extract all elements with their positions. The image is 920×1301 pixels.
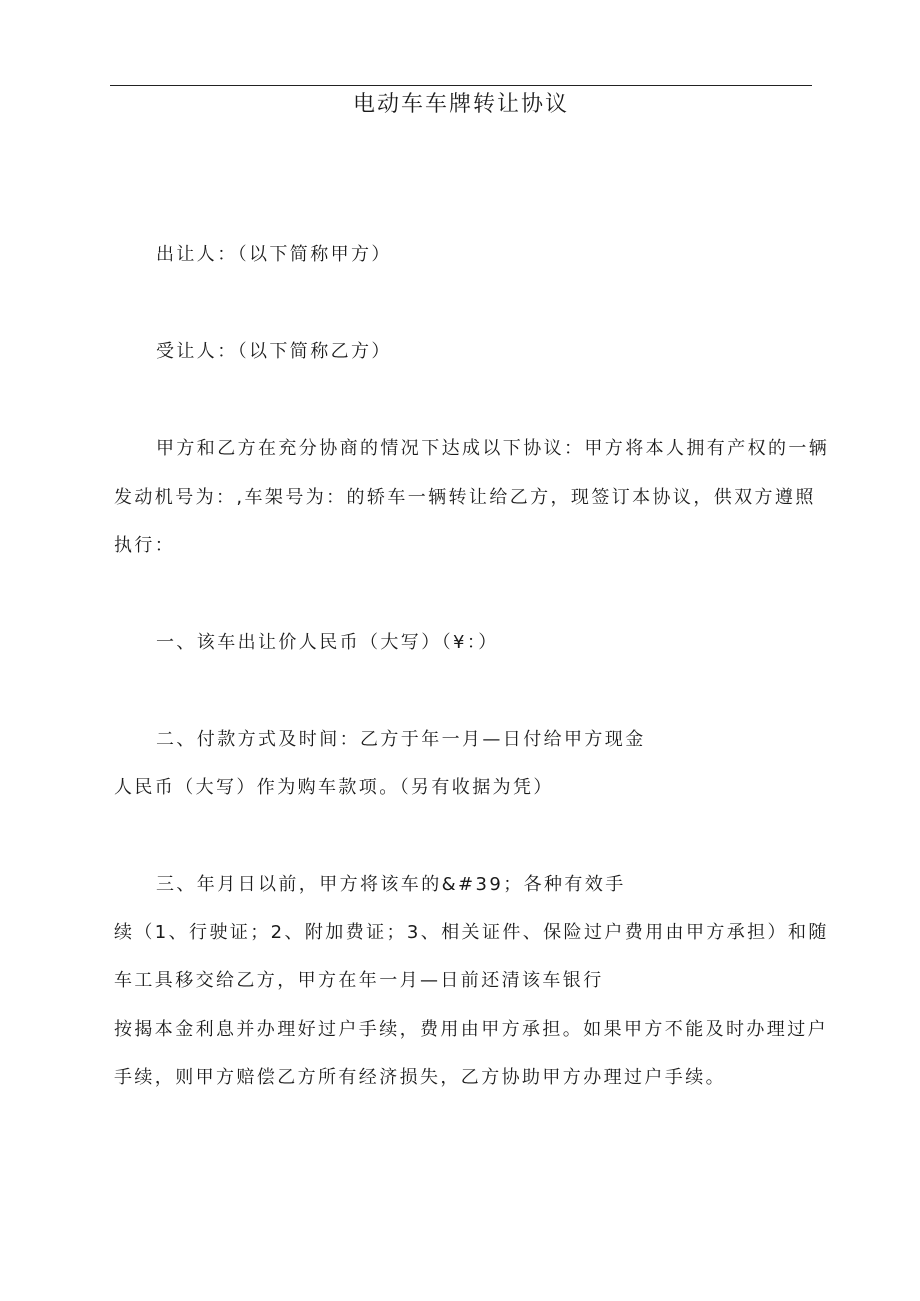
document-title: 电动车车牌转让协议 xyxy=(352,92,569,117)
header-rule xyxy=(110,85,812,86)
seller-line: 出让人：（以下简称甲方） xyxy=(156,244,392,265)
clause-3-line-1: 三、年月日以前，甲方将该车的&#39；各种有效手 xyxy=(156,874,626,895)
clause-3-line-4: 按揭本金利息并办理好过户手续，费用由甲方承担。如果甲方不能及时办理过户 xyxy=(114,1019,828,1040)
clause-3-line-3: 车工具移交给乙方，甲方在年一月—日前还清该车银行 xyxy=(114,970,604,991)
intro-line-1: 甲方和乙方在充分协商的情况下达成以下协议：甲方将本人拥有产权的一辆 xyxy=(156,438,830,459)
intro-line-2: 发动机号为：,车架号为：的轿车一辆转让给乙方，现签订本协议，供双方遵照 xyxy=(114,487,816,508)
clause-2-line-1: 二、付款方式及时间：乙方于年一月—日付给甲方现金 xyxy=(156,729,646,750)
intro-line-3: 执行： xyxy=(114,535,176,556)
clause-3-line-2: 续（1、行驶证；2、附加费证；3、相关证件、保险过户费用由甲方承担）和随 xyxy=(114,922,829,943)
clause-1-line: 一、该车出让价人民币（大写）（¥：） xyxy=(156,632,499,653)
buyer-line: 受让人：（以下简称乙方） xyxy=(156,341,392,362)
clause-3-line-5: 手续，则甲方赔偿乙方所有经济损失，乙方协助甲方办理过户手续。 xyxy=(114,1067,726,1088)
clause-2-line-2: 人民币（大写）作为购车款项。（另有收据为凭） xyxy=(114,777,554,798)
